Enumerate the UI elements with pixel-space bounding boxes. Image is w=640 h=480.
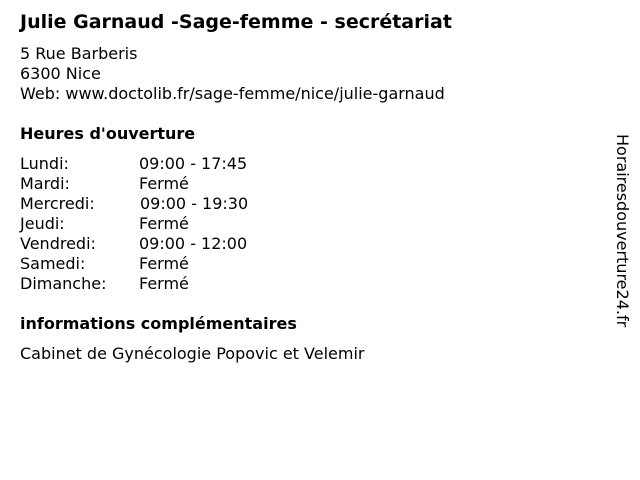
hours-value: Fermé bbox=[139, 274, 189, 293]
day-label: Lundi: bbox=[20, 154, 69, 173]
opening-hours-heading: Heures d'ouverture bbox=[20, 124, 196, 143]
street-address: 5 Rue Barberis bbox=[20, 44, 138, 63]
day-label: Vendredi: bbox=[20, 234, 96, 253]
brand-watermark: Horairesdouverture24.fr bbox=[613, 134, 632, 328]
day-label: Mercredi: bbox=[20, 194, 95, 213]
business-address bbox=[20, 44, 445, 104]
hours-value: 09:00 - 19:30 bbox=[140, 194, 249, 213]
hours-value: Fermé bbox=[139, 174, 189, 193]
website-link[interactable]: Web: www.doctolib.fr/sage-femme/nice/julie-garnaud bbox=[20, 84, 445, 103]
hours-value: Fermé bbox=[139, 214, 189, 233]
business-title: Julie Garnaud -Sage-femme - secrétariat bbox=[20, 11, 452, 33]
hours-value: 09:00 - 12:00 bbox=[139, 234, 248, 253]
additional-info-heading: informations complémentaires bbox=[20, 314, 297, 333]
day-label: Jeudi: bbox=[20, 214, 65, 233]
day-label: Mardi: bbox=[20, 174, 70, 193]
hours-value: Fermé bbox=[139, 254, 189, 273]
day-label: Samedi: bbox=[20, 254, 86, 273]
additional-info-text: Cabinet de Gynécologie Popovic et Velemir bbox=[20, 344, 365, 363]
hours-value: 09:00 - 17:45 bbox=[139, 154, 248, 173]
city-postal: 6300 Nice bbox=[20, 64, 101, 83]
day-label: Dimanche: bbox=[20, 274, 107, 293]
